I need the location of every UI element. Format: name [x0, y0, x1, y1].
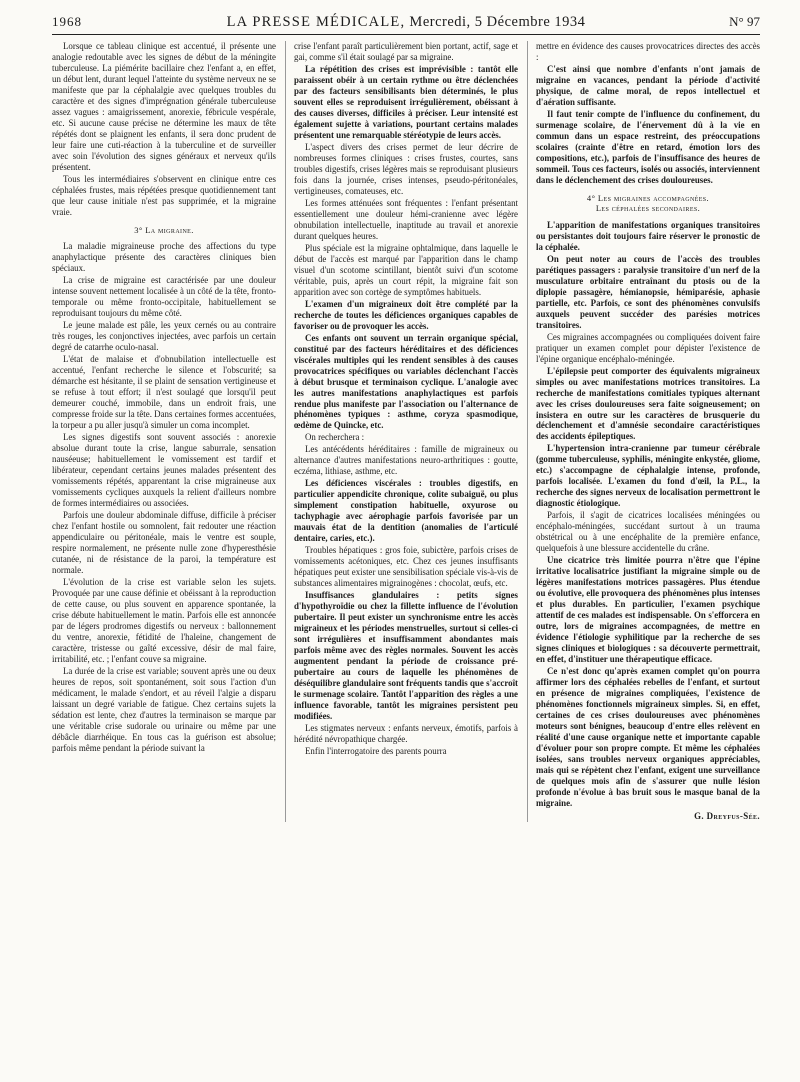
paragraph: Ces migraines accompagnées ou compliquées doivent faire pratiquer un examen complet pour dépister l'existence de l'épine organique encéphalo-méningée.	[536, 331, 760, 364]
paragraph: L'apparition de manifestations organiques transitoires ou persistantes doit toujours faire réserver le pronostic de la céphalée.	[536, 219, 760, 252]
column-3	[527, 41, 760, 822]
article-columns	[52, 41, 760, 822]
paragraph: Insuffisances glandulaires : petits signes d'hypothyroïdie ou chez la fillette influence de l'évolution pubertaire. Il peut exister un synchronisme entre les accès migraineux et les périodes menstruelles, surtout si celles-ci sont irrégulières et insuffisamment abondantes mais parfois même avec des règles normales. Souvent les accès augmentent pendant la période de croissance pré-pubertaire au cours de laquelle les phénomènes de déséquilibre glandulaire sont fréquents tandis que s'accroît le surmenage scolaire. Tantôt l'apparition des règles a une influence favorable, tantôt les migraines persistent peu modifiées.	[294, 590, 518, 722]
section-heading-line	[536, 193, 760, 203]
section-heading	[536, 193, 760, 214]
paragraph: L'épilepsie peut comporter des équivalents migraineux simples ou avec manifestations motrices transitoires. La recherche de manifestations comitiales typiques alternant avec les crises douloureuses sera faite soigneusement; on insistera en outre sur les caractères de brusquerie du déclenchement et d'amnésie secondaire caractéristiques des accidents épileptiques.	[536, 365, 760, 442]
paragraph: Ces enfants ont souvent un terrain organique spécial, constitué par des facteurs héréditaires et des déficiences viscérales multiples qui les rendent sensibles à des causes provocatrices spécifiques ou variables déclenchant l'accès à début brusque et terminaison cyclique. L'analogie avec les autres manifestations anaphylactiques est parfois rendue plus manifeste par l'association ou l'alternance de phénomènes typiques : asthme, coryza spasmodique, œdème de Quincke, etc.	[294, 332, 518, 431]
paragraph: mettre en évidence des causes provocatrices directes des accès :	[536, 41, 760, 62]
paragraph: La durée de la crise est variable; souvent après une ou deux heures de repos, soit spontanément, soit sous l'action d'un médicament, le malade s'endort, et au réveil l'algie a disparu laissant un degré variable de fatigue. Chez certains sujets la sédation est lente, chez d'autres la terminaison se marque par une véritable crise sudorale ou urinaire ou même par une débâcle diarrhéique. En tous cas la guérison est absolue; parfois même pendant la période suivant la	[52, 665, 276, 753]
paragraph: Ce n'est donc qu'après examen complet qu'on pourra affirmer lors des céphalées rebelles de l'enfant, et surtout en présence de migraines compliquées, l'existence de phénomènes fonctionnels migraineux simples. Si, en effet, certaines de ces crises douloureuses avec phénomènes moteurs sont bénignes, beaucoup d'entre elles relèvent en réalité d'une cause organique nette et importante capable d'évoluer pour son propre compte. Et même les céphalées isolées, sans troubles nerveux organiques appréciables, mais qui se répètent chez l'enfant, exigent une surveillance de quelques mois afin de s'assurer que nulle lésion profonde n'évolue à bas bruit sous le masque banal de la migraine.	[536, 666, 760, 808]
paragraph: Les formes atténuées sont fréquentes : l'enfant présentant essentiellement une douleur hémi-cranienne avec légère obnubilation intellectuelle, inaptitude au travail et anorexie durant quelques heures.	[294, 197, 518, 241]
paragraph: L'évolution de la crise est variable selon les sujets. Provoquée par une cause définie et obéissant à la reproduction de cette cause, ou plus souvent en apparence spontanée, la crise débute habituellement le matin. Parfois elle est annoncée par de légers prodromes digestifs ou nerveux : ballonnement du ventre, anorexie, fétidité de l'haleine, changement de caractère, tristesse ou gaîté excessive, désir de mal faire, irritabilité, etc. ; l'enfant couve sa migraine.	[52, 576, 276, 664]
paragraph: On recherchera :	[305, 432, 365, 443]
paragraph: Lorsque ce tableau clinique est accentué, il présente une analogie redoutable avec les signes de début de la méningite tuberculeuse. La piémérite bacillaire chez l'enfant a, en effet, un début lent, durant lequel l'atteinte du système nerveux ne se manifeste que par la céphalalgie avec quelques troubles du caractère et des signes d'imprégnation générale tuberculeuse assez vagues : amaigrissement, anorexie, fébricule vespérale, etc. Si aucune cause précise ne détermine les maux de tête répétés dont se plaignent les enfants, il sera donc prudent de leur faire une cuti-réaction à la tuberculine et de surveiller avec soin l'évolution des signes généraux et nerveux qu'ils présentent.	[52, 41, 276, 172]
page-number: 1968	[52, 14, 82, 29]
paragraph: C'est ainsi que nombre d'enfants n'ont jamais de migraine en vacances, pendant la période d'activité physique, de calme moral, de repos intellectuel et d'aération suffisante.	[536, 63, 760, 107]
section-number: 4°	[586, 192, 596, 203]
paragraph: Une cicatrice très limitée pourra n'être que l'épine irritative localisatrice justifiant la migraine simple ou de légères manifestations motrices passagères. Plus étendue ou évolutive, elle provoquera des phénomènes plus intenses et plus durables. En particulier, l'examen psychique attentif de ces malades est indispensable. On s'efforcera en outre, lors de migraines accompagnées, de mettre en évidence l'étiologie syphilitique par la recherche de ses signes cliniques et biologiques : sa découverte permettrait, en effet, d'instituer une thérapeutique efficace.	[536, 555, 760, 665]
paragraph: Plus spéciale est la migraine ophtalmique, dans laquelle le début de l'accès est marqué par l'apparition dans le champ visuel d'un scotome scintillant, bientôt suivi d'un scotome véritable, puis, après un court répit, la migraine fait son apparition avec son cortège de symptômes habituels.	[294, 242, 518, 297]
paragraph: L'état de malaise et d'obnubilation intellectuelle est accentué, l'enfant recherche le silence et l'obscurité; sa démarche est hésitante, il se plaint de sensation vertigineuse et se refuse à tout effort; il n'est soulagé que lorsqu'il peut demeurer couché, immobile, dans un endroit frais, une compresse froide sur la tête. Dans certaines formes accentuées, la torpeur a pu aller jusqu'à simuler un coma incomplet.	[52, 354, 276, 430]
paragraph: La répétition des crises est imprévisible : tantôt elle paraissent obéir à un certain rythme ou être déclenchées par des facteurs sensibilisants bien déterminés, le plus souvent elles se reproduisent irrégulièrement, obéissant à des causes diverses, difficiles à préciser. Leur intensité est également sujette à variations, pourtant certains malades présentent une remarquable stéréotypie de leurs accès.	[294, 63, 518, 140]
paragraph: Les déficiences viscérales : troubles digestifs, en particulier appendicite chronique, colite subaiguë, ou plus simplement constipation habituelle, oxyurose ou tachyphagie avec aérophagie parfois favorisée par un mauvais état de la dentition (anomalies de l'articulé dentaire, caries, etc.).	[294, 478, 518, 544]
issue-date: Mercredi, 5 Décembre 1934	[409, 14, 586, 30]
column-2	[285, 41, 518, 822]
paragraph: La maladie migraineuse proche des affections du type anaphylactique présente des caractères cliniques bien spéciaux.	[52, 241, 276, 274]
page-header	[52, 14, 760, 35]
paragraph: crise l'enfant paraît particulièrement bien portant, actif, sage et gai, comme s'il était soulagé par sa migraine.	[294, 41, 518, 62]
paragraph: Les antécédents héréditaires : famille de migraineux ou alternance d'autres manifestations neuro-arthritiques : goutte, eczéma, lithiase, asthme, etc.	[294, 444, 518, 477]
section-number: 3°	[134, 224, 143, 235]
paragraph: La crise de migraine est caractérisée par une douleur intense souvent nettement localisée à un côté de la tête, fronto-temporale ou même fronto-occipitale, habituellement se reproduisant toujours du même côté.	[52, 275, 276, 319]
paragraph: Le jeune malade est pâle, les yeux cernés ou au contraire très rouges, les conjonctives injectées, avec parfois un certain degré de catarrhe oculo-nasal.	[52, 320, 276, 353]
journal-name: LA PRESSE MÉDICALE,	[226, 14, 406, 30]
paragraph: Parfois une douleur abdominale diffuse, difficile à préciser chez l'enfant hostile ou somnolent, fait redouter une réaction appendiculaire ou péritonéale, mais le ventre est souple, respire normalement, ne présente nulle zone d'hyperesthésie cutanée, ni de résistance de la paroi, la température est normale.	[52, 509, 276, 575]
paragraph: Tous les intermédiaires s'observent en clinique entre ces céphalées frustes, mais répétées presque quotidiennement tant que leur cause initiale n'est pas supprimée, et la migraine vraie.	[52, 173, 276, 217]
section-title: Les migraines accompagnées.	[597, 192, 710, 203]
paragraph: L'examen d'un migraineux doit être complété par la recherche de toutes les déficiences organiques capables de favoriser ou de provoquer les accès.	[294, 298, 518, 331]
paragraph: L'hypertension intra-cranienne par tumeur cérébrale (gomme tuberculeuse, syphilis, méningite enkystée, gliome, etc.) s'accompagne de céphalalgie intense, profonde, parfois localisée. L'examen du fond d'œil, la P.L., la recherche des signes nerveux de localisation permettront le diagnostic étiologique.	[536, 443, 760, 509]
section-title: La migraine.	[145, 224, 194, 235]
paragraph: Les signes digestifs sont souvent associés : anorexie absolue durant toute la crise, langue saburrale, sensation nauséeuse; habituellement le vomissement est tardif et libérateur, cependant certains jeunes malades présentent des vomissements répétés, apparentant la crise migraineuse aux vomissements cycliques auxquels la relient d'ailleurs nombre de formes intermédiaires ou associées.	[52, 431, 276, 508]
section-subtitle: Les céphalées secondaires.	[595, 203, 701, 214]
paragraph: Parfois, il s'agit de cicatrices localisées méningées ou encéphalo-méningées, succédant surtout à un trauma obstétrical ou à une encéphalite de la première enfance, quelquefois à une blessure accidentelle du crâne.	[536, 510, 760, 554]
section-heading	[52, 225, 276, 235]
paragraph: L'aspect divers des crises permet de leur décrire de nombreuses formes cliniques : crises frustes, courtes, sans troubles digestifs, crises légères mais se reproduisant plusieurs fois dans la journée, crises intenses, pseudo-péritonéales, vertigineuses, comateuses, etc.	[294, 141, 518, 196]
running-title	[227, 14, 586, 31]
paragraph: Les stigmates nerveux : enfants nerveux, émotifs, parfois à hérédité névropathique chargée.	[294, 723, 518, 745]
author-signature: G. Dreyfus-Sée.	[694, 810, 760, 821]
column-1	[52, 41, 276, 822]
paragraph: Enfin l'interrogatoire des parents pourra	[305, 746, 447, 757]
issue-number: N° 97	[729, 14, 760, 29]
paragraph: Troubles hépatiques : gros foie, subictère, parfois crises de vomissements acétoniques, etc. Chez ces jeunes insuffisants hépatiques peut exister une sensibilisation spéciale vis-à-vis de substances alimentaires migrainogènes : chocolat, œufs, etc.	[294, 545, 518, 589]
paragraph: Il faut tenir compte de l'influence du confinement, du surmenage scolaire, de l'énervement dû à la vie en commun dans un espace restreint, des préoccupations scolaires (crainte d'être en retard, émotion lors des compositions, etc.), parfois de l'insuffisance des heures de sommeil. Tous ces facteurs, isolés ou associés, interviennent dans le déclenchement des crises douloureuses.	[536, 108, 760, 185]
paragraph: On peut noter au cours de l'accès des troubles parétiques passagers : paralysie transitoire d'un nerf de la musculature orbitaire entraînant du ptosis ou de la diplopie passagère, hémianopsie, hémiparésie, aphasie partielle, etc. Parfois, ce sont des phénomènes convulsifs auxquels peuvent succéder des parésies motrices transitoires.	[536, 253, 760, 330]
